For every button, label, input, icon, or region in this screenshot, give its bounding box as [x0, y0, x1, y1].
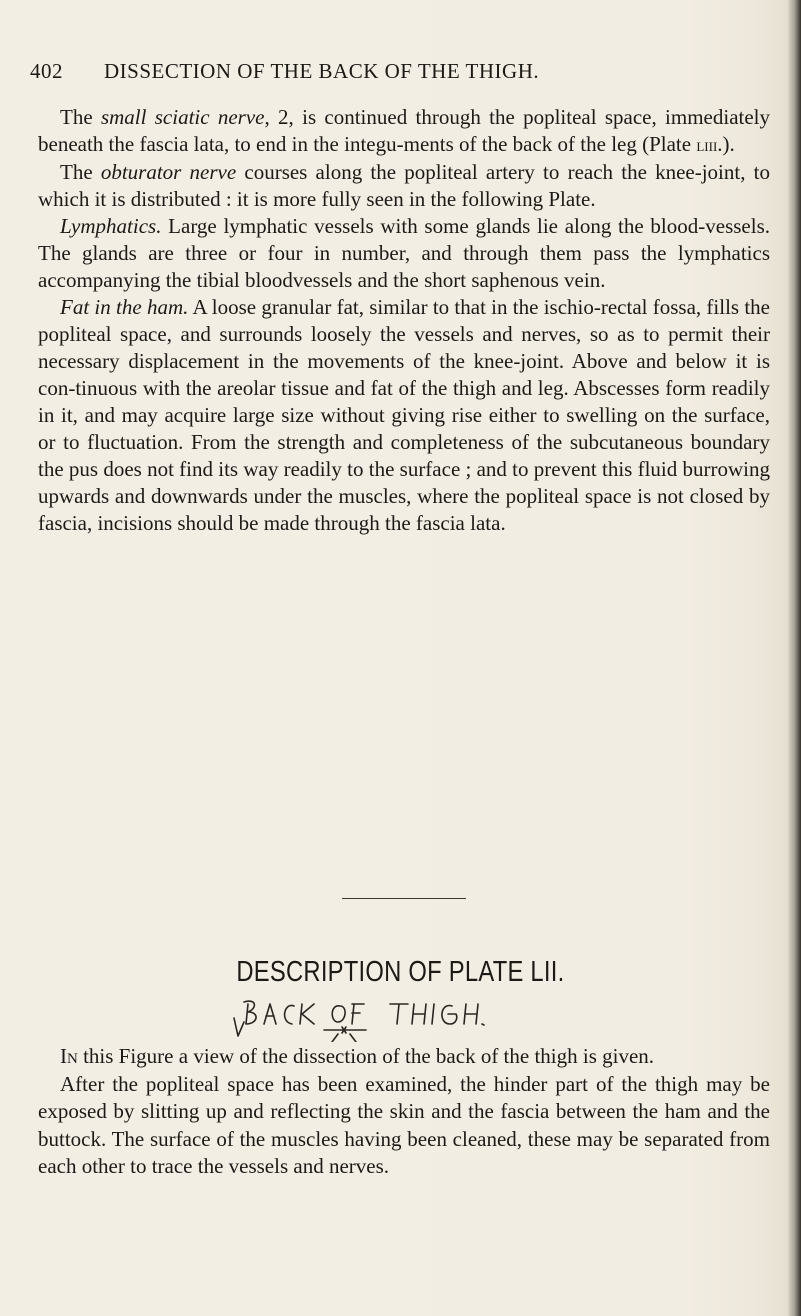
paragraph-lymphatics	[38, 213, 770, 294]
body-text	[38, 104, 770, 537]
paragraph-text: , 2, is continued through the popliteal space, immediately beneath the fascia lata, to end in the integu-ments of the back of the leg (Plate	[38, 105, 771, 156]
paragraph-tail: .).	[717, 132, 735, 156]
plate-description	[38, 1043, 770, 1181]
plate-first-word: In	[60, 1044, 78, 1068]
paragraph-term: Lymphatics.	[60, 214, 162, 238]
plate-heading: DESCRIPTION OF PLATE LII.	[236, 956, 565, 988]
plate-reference: liii	[696, 135, 718, 156]
paragraph-text: A loose granular fat, similar to that in the ischio-rectal fossa, fills the popliteal space, and surrounds loosely the vessels and nerves, so as to permit their necessary displacement in the movements of the knee-joint. Above and below it is con-tinuous with the areolar tissue and fat of the thigh and leg. Abscesses form readily in it, and may acquire large size without giving rise either to swelling on the surface, or to fluctuation. From the strength and completeness of the subcutaneous boundary the pus does not find its way readily to the surface ; and to prevent this fluid burrowing upwards and downwards under the muscles, where the popliteal space is not closed by fascia, incisions should be made through the fascia lata.	[38, 295, 771, 535]
paragraph-text: courses along the popliteal artery to reach the knee-joint, to which it is distributed : it is more fully seen in the following Plate.	[38, 160, 770, 211]
paragraph-lead: The	[60, 105, 101, 129]
plate-paragraph	[38, 1043, 770, 1071]
paragraph-term: Fat in the ham.	[60, 295, 189, 319]
plate-paragraph-text: After the popliteal space has been examined, the hinder part of the thigh may be exposed by slitting up and reflecting the skin and the fascia between the ham and the buttock. The surface of the muscles having been cleaned, these may be separated from each other to trace the vessels and nerves.	[38, 1071, 770, 1178]
page-edge-shadow	[787, 0, 801, 1316]
paragraph-small-sciatic-nerve	[38, 104, 770, 159]
paragraph-term: small sciatic nerve	[100, 105, 265, 129]
paragraph-text: Large lymphatic vessels with some glands lie along the blood-vessels. The glands are three or four in number, and through them pass the lymphatics accompanying the tibial bloodvessels and the short saphenous vein.	[38, 214, 770, 292]
plate-paragraph	[38, 1071, 770, 1181]
paragraph-fat-in-ham	[38, 294, 770, 537]
handwritten-annotation	[228, 994, 668, 1042]
section-divider	[342, 898, 466, 899]
handwritten-annotation-image	[228, 994, 668, 1042]
plate-paragraph-text: this Figure a view of the dissection of the back of the thigh is given.	[77, 1044, 655, 1068]
running-head-title: DISSECTION OF THE BACK OF THE THIGH.	[104, 59, 540, 83]
page-number: 402	[30, 59, 63, 83]
running-head	[30, 59, 770, 89]
paragraph-term: obturator nerve	[100, 160, 237, 184]
paragraph-lead: The	[60, 160, 101, 184]
paragraph-obturator-nerve	[38, 159, 770, 213]
